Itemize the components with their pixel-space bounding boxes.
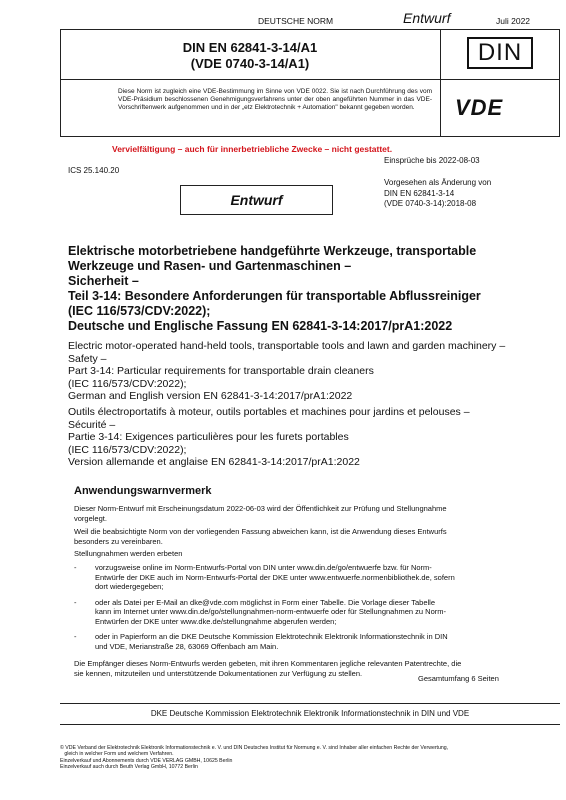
paragraph-comments-requested: Stellungnahmen werden erbeten: [74, 549, 183, 558]
publication-date: Juli 2022: [496, 16, 531, 26]
title-french: [68, 406, 470, 469]
paragraph-patent-rights: [74, 659, 461, 678]
list-item-line: Entwürfen der DKE unter www.dke.de/stellungnahme abgerufen werden;: [95, 616, 337, 626]
list-dash: -: [74, 597, 77, 607]
footer-rule-bottom: [60, 724, 560, 725]
title-en-line: Safety –: [68, 352, 107, 365]
replacement-line: Vorgesehen als Änderung von: [384, 178, 492, 187]
title-en-line: Part 3-14: Particular requirements for transportable drain cleaners: [68, 365, 374, 377]
total-pages: Gesamtumfang 6 Seiten: [418, 674, 499, 683]
din-logo-text: DIN: [477, 39, 523, 66]
title-fr-line: Outils électroportatifs à moteur, outils portables et machines pour jardins et pelouses –: [68, 406, 470, 418]
section-heading-application-warning: Anwendungswarnvermerk: [74, 485, 212, 497]
vde-classification-number: (VDE 0740-3-14/A1): [190, 56, 310, 71]
paragraph-line: vorgelegt.: [74, 513, 107, 523]
dke-footer-line: DKE Deutsche Kommission Elektrotechnik Elektronik Informationstechnik in DIN und VDE: [150, 709, 470, 718]
paragraph-line: Die Empfänger dieses Norm-Entwurfs werden gebeten, mit ihren Kommentaren jegliche relevanten Patentrechte, die: [74, 659, 462, 668]
objections-deadline: Einsprüche bis 2022-08-03: [384, 156, 480, 165]
title-de-line: Elektrische motorbetriebene handgeführte Werkzeuge, transportable: [68, 244, 477, 258]
title-german: [68, 244, 481, 334]
title-en-line: Electric motor-operated hand-held tools, transportable tools and lawn and garden machinery –: [68, 340, 506, 352]
title-de-line: (IEC 116/573/CDV:2022);: [68, 304, 211, 318]
masthead-divider-vertical: [440, 29, 441, 137]
title-de-line: Teil 3-14: Besondere Anforderungen für transportable Abflussreiniger: [68, 289, 481, 303]
draft-header-label: Entwurf: [403, 10, 451, 26]
list-item-line: Entwürfe der DKE auch im Norm-Entwurfs-Portal der DKE unter www.entwuerfe.normenbibliothek.de, sofern: [95, 572, 455, 582]
copyright-notice: [60, 745, 560, 771]
draft-stamp-label: Entwurf: [230, 192, 283, 208]
replacement-line: DIN EN 62841-3-14: [384, 188, 455, 198]
ics-code: ICS 25.140.20: [68, 166, 120, 175]
paragraph-publication-notice: [74, 504, 447, 523]
list-item-line: oder als Datei per E-Mail an dke@vde.com möglichst in Form einer Tabelle. Die Vorlage dieser Tabelle: [95, 597, 436, 607]
standard-number: DIN EN 62841-3-14/A1: [182, 40, 318, 55]
copyright-line: Einzelverkauf auch durch Beuth Verlag GmbH, 10772 Berlin: [60, 764, 198, 771]
list-dash: -: [74, 632, 77, 641]
paragraph-line: Weil die beabsichtigte Norm von der vorliegenden Fassung abweichen kann, ist die Anwendung dieses Entwurfs: [74, 527, 447, 536]
vde-intro-text: Diese Norm ist zugleich eine VDE-Bestimmung im Sinne von VDE 0022. Sie ist nach Durchführung des vom VDE-Präsidium beschlossenen Genehmigungsverfahrens unter der oben angeführten Nummer in das VDE-Vorschriftenwerk aufgenommen und in der „etz Elektrotechnik + Automation" bekannt gegeben worden.: [118, 88, 432, 111]
copyright-line: © VDE Verband der Elektrotechnik Elektronik Informationstechnik e. V. und DIN Deutsches Institut für Normung e. V. sind Inhaber aller einfachen Rechte der Verwertung,: [60, 745, 449, 751]
list-item-line: kann im Internet unter www.din.de/go/stellungnahmen-norm-entwuerfe oder für Stellungnahmen zu Norm-: [95, 607, 447, 616]
title-de-line: Sicherheit –: [68, 274, 139, 288]
masthead-divider-horizontal: [60, 79, 560, 80]
reproduction-notice: Vervielfältigung – auch für innerbetriebliche Zwecke – nicht gestattet.: [112, 144, 393, 154]
list-item-line: dort wiedergegeben;: [95, 582, 164, 591]
paragraph-line: besonders zu vereinbaren.: [74, 536, 163, 546]
list-item: [74, 563, 524, 592]
paragraph-deviation-notice: [74, 527, 447, 546]
title-fr-line: Version allemande et anglaise EN 62841-3-14:2017/prA1:2022: [68, 456, 360, 468]
title-fr-line: (IEC 116/573/CDV:2022);: [68, 443, 187, 456]
paragraph-line: Dieser Norm-Entwurf mit Erscheinungsdatum 2022-06-03 wird der Öffentlichkeit zur Prüfung und Stellungnahme: [74, 504, 447, 513]
title-de-line: Deutsche und Englische Fassung EN 62841-3-14:2017/prA1:2022: [68, 319, 453, 333]
title-english: [68, 340, 505, 403]
footer-rule-top: [60, 703, 560, 704]
vde-logo: VDE: [455, 95, 504, 120]
list-item-line: oder in Papierform an die DKE Deutsche Kommission Elektrotechnik Elektronik Informationstechnik in DIN: [95, 632, 448, 641]
list-dash: -: [74, 563, 77, 572]
din-logo: [467, 37, 533, 69]
copyright-line: gleich in welcher Form und welchem Verfahren.: [60, 751, 174, 758]
comment-channels-list: [74, 563, 524, 651]
replacement-line: (VDE 0740-3-14):2018-08: [384, 199, 477, 208]
list-item: [74, 632, 524, 651]
list-item: [74, 598, 524, 627]
replacement-note: [384, 178, 491, 210]
draft-stamp-box: [180, 185, 333, 215]
title-fr-line: Sécurité –: [68, 418, 116, 431]
title-fr-line: Partie 3-14: Exigences particulières pour les furets portables: [68, 431, 349, 443]
paragraph-line: sie kennen, mitzuteilen und unterstützende Dokumentationen zur Verfügung zu stellen.: [74, 668, 363, 678]
list-item-line: vorzugsweise online im Norm-Entwurfs-Portal von DIN unter www.din.de/go/entwuerfe bzw. für Norm-: [95, 563, 432, 572]
list-item-line: und VDE, Merianstraße 28, 63069 Offenbach am Main.: [95, 641, 279, 651]
title-en-line: (IEC 116/573/CDV:2022);: [68, 377, 187, 390]
title-de-line: Werkzeuge und Rasen- und Gartenmaschinen –: [68, 259, 352, 273]
title-en-line: German and English version EN 62841-3-14:2017/prA1:2022: [68, 390, 353, 402]
norm-type-label: DEUTSCHE NORM: [258, 16, 334, 26]
copyright-line: Einzelverkauf und Abonnements durch VDE VERLAG GMBH, 10625 Berlin: [60, 757, 233, 764]
